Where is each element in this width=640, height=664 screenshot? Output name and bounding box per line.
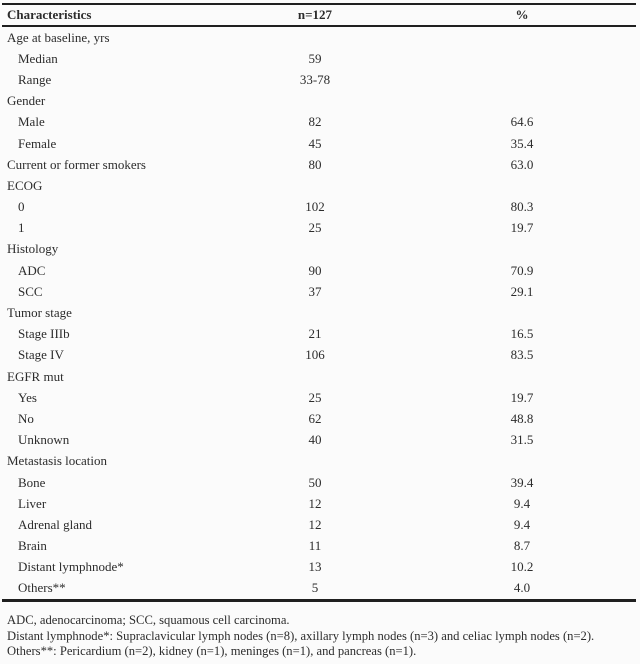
row-percent-value: 4.0 xyxy=(513,580,531,596)
row-label: Distant lymphnode* xyxy=(18,559,124,575)
row-n-value: 33-78 xyxy=(299,71,331,87)
table-row xyxy=(2,239,636,260)
table-row xyxy=(2,472,636,493)
row-label: Median xyxy=(18,50,58,66)
column-header-characteristics: Characteristics xyxy=(7,7,92,22)
table-row xyxy=(2,260,636,281)
table-row xyxy=(2,197,636,218)
table-row xyxy=(2,408,636,429)
row-percent-value: 19.7 xyxy=(510,389,534,405)
row-percent-value: 63.0 xyxy=(510,156,534,172)
row-n-value: 5 xyxy=(311,580,319,596)
row-percent-value: 8.7 xyxy=(513,538,531,554)
row-n-value: 37 xyxy=(308,283,322,299)
table-row xyxy=(2,302,636,323)
row-label: Gender xyxy=(7,93,46,109)
table-row xyxy=(2,218,636,239)
row-label: Tumor stage xyxy=(7,305,72,321)
row-label: ECOG xyxy=(7,177,43,193)
row-label: Female xyxy=(18,135,57,151)
row-percent-value: 31.5 xyxy=(510,432,534,448)
row-n-value: 80 xyxy=(308,156,322,172)
table-row xyxy=(2,27,636,48)
row-percent-value: 64.6 xyxy=(510,114,534,130)
row-n-value: 50 xyxy=(308,474,322,490)
row-percent-value: 83.5 xyxy=(510,347,534,363)
table-row xyxy=(2,175,636,196)
table-header-row xyxy=(2,3,636,27)
row-label: No xyxy=(18,410,34,426)
row-label: Others** xyxy=(18,580,66,596)
row-label: SCC xyxy=(18,283,43,299)
row-n-value: 106 xyxy=(305,347,325,363)
table-row xyxy=(2,69,636,90)
row-label: Unknown xyxy=(18,432,70,448)
row-label: 1 xyxy=(18,220,25,236)
row-n-value: 90 xyxy=(308,262,322,278)
table-row xyxy=(2,514,636,535)
row-n-value: 25 xyxy=(308,220,322,236)
footnote-others: Others**: Pericardium (n=2), kidney (n=1), meninges (n=1), and pancreas (n=1). xyxy=(7,644,417,659)
row-label: Histology xyxy=(7,241,59,257)
table-row xyxy=(2,430,636,451)
row-label: EGFR mut xyxy=(7,368,64,384)
row-n-value: 102 xyxy=(305,199,325,215)
table-row xyxy=(2,536,636,557)
row-label: Stage IV xyxy=(18,347,64,363)
row-label: Yes xyxy=(18,389,37,405)
row-label: ADC xyxy=(18,262,46,278)
row-percent-value: 48.8 xyxy=(510,410,534,426)
table-row xyxy=(2,366,636,387)
row-n-value: 12 xyxy=(308,495,322,511)
footnote-abbreviations: ADC, adenocarcinoma; SCC, squamous cell carcinoma. xyxy=(7,613,290,627)
table-row xyxy=(2,112,636,133)
row-percent-value: 9.4 xyxy=(513,495,531,511)
row-percent-value: 39.4 xyxy=(510,474,534,490)
table-row xyxy=(2,387,636,408)
row-n-value: 45 xyxy=(308,135,322,151)
row-percent-value: 10.2 xyxy=(510,559,534,575)
row-label: Liver xyxy=(18,495,47,511)
row-n-value: 13 xyxy=(308,559,322,575)
table-row xyxy=(2,133,636,154)
column-header-percent: % xyxy=(515,7,529,22)
table-row xyxy=(2,451,636,472)
table-row xyxy=(2,324,636,345)
row-percent-value: 19.7 xyxy=(510,220,534,236)
row-n-value: 59 xyxy=(308,50,322,66)
row-label: Metastasis location xyxy=(7,453,108,469)
patient-characteristics-table xyxy=(2,3,636,602)
table-row xyxy=(2,578,636,599)
row-n-value: 12 xyxy=(308,516,322,532)
row-n-value: 11 xyxy=(308,538,322,554)
row-percent-value: 70.9 xyxy=(510,262,534,278)
table-body xyxy=(2,27,636,602)
row-percent-value: 80.3 xyxy=(510,199,534,215)
table-footnotes xyxy=(2,605,594,660)
row-label: Brain xyxy=(18,538,47,554)
column-header-n: n=127 xyxy=(297,7,333,22)
row-percent-value: 29.1 xyxy=(510,283,534,299)
row-label: Stage IIIb xyxy=(18,326,70,342)
table-row xyxy=(2,48,636,69)
row-percent-value: 35.4 xyxy=(510,135,534,151)
row-n-value: 21 xyxy=(308,326,322,342)
row-label: Age at baseline, yrs xyxy=(7,29,110,45)
row-label: Bone xyxy=(18,474,46,490)
table-row xyxy=(2,493,636,514)
table-row xyxy=(2,345,636,366)
row-label: Adrenal gland xyxy=(18,516,93,532)
row-n-value: 40 xyxy=(308,432,322,448)
row-percent-value: 16.5 xyxy=(510,326,534,342)
table-row xyxy=(2,91,636,112)
row-n-value: 82 xyxy=(308,114,322,130)
row-label: Male xyxy=(18,114,45,130)
row-label: 0 xyxy=(18,199,25,215)
footnote-distant-lymphnode: Distant lymphnode*: Supraclavicular lymph nodes (n=8), axillary lymph nodes (n=3) and celiac lymph nodes (n=2). xyxy=(7,628,595,643)
row-n-value: 62 xyxy=(308,410,322,426)
row-n-value: 25 xyxy=(308,389,322,405)
table-row xyxy=(2,557,636,578)
row-label: Range xyxy=(18,71,52,87)
table-row xyxy=(2,154,636,175)
row-label: Current or former smokers xyxy=(7,156,146,172)
row-percent-value: 9.4 xyxy=(513,516,531,532)
table-row xyxy=(2,281,636,302)
